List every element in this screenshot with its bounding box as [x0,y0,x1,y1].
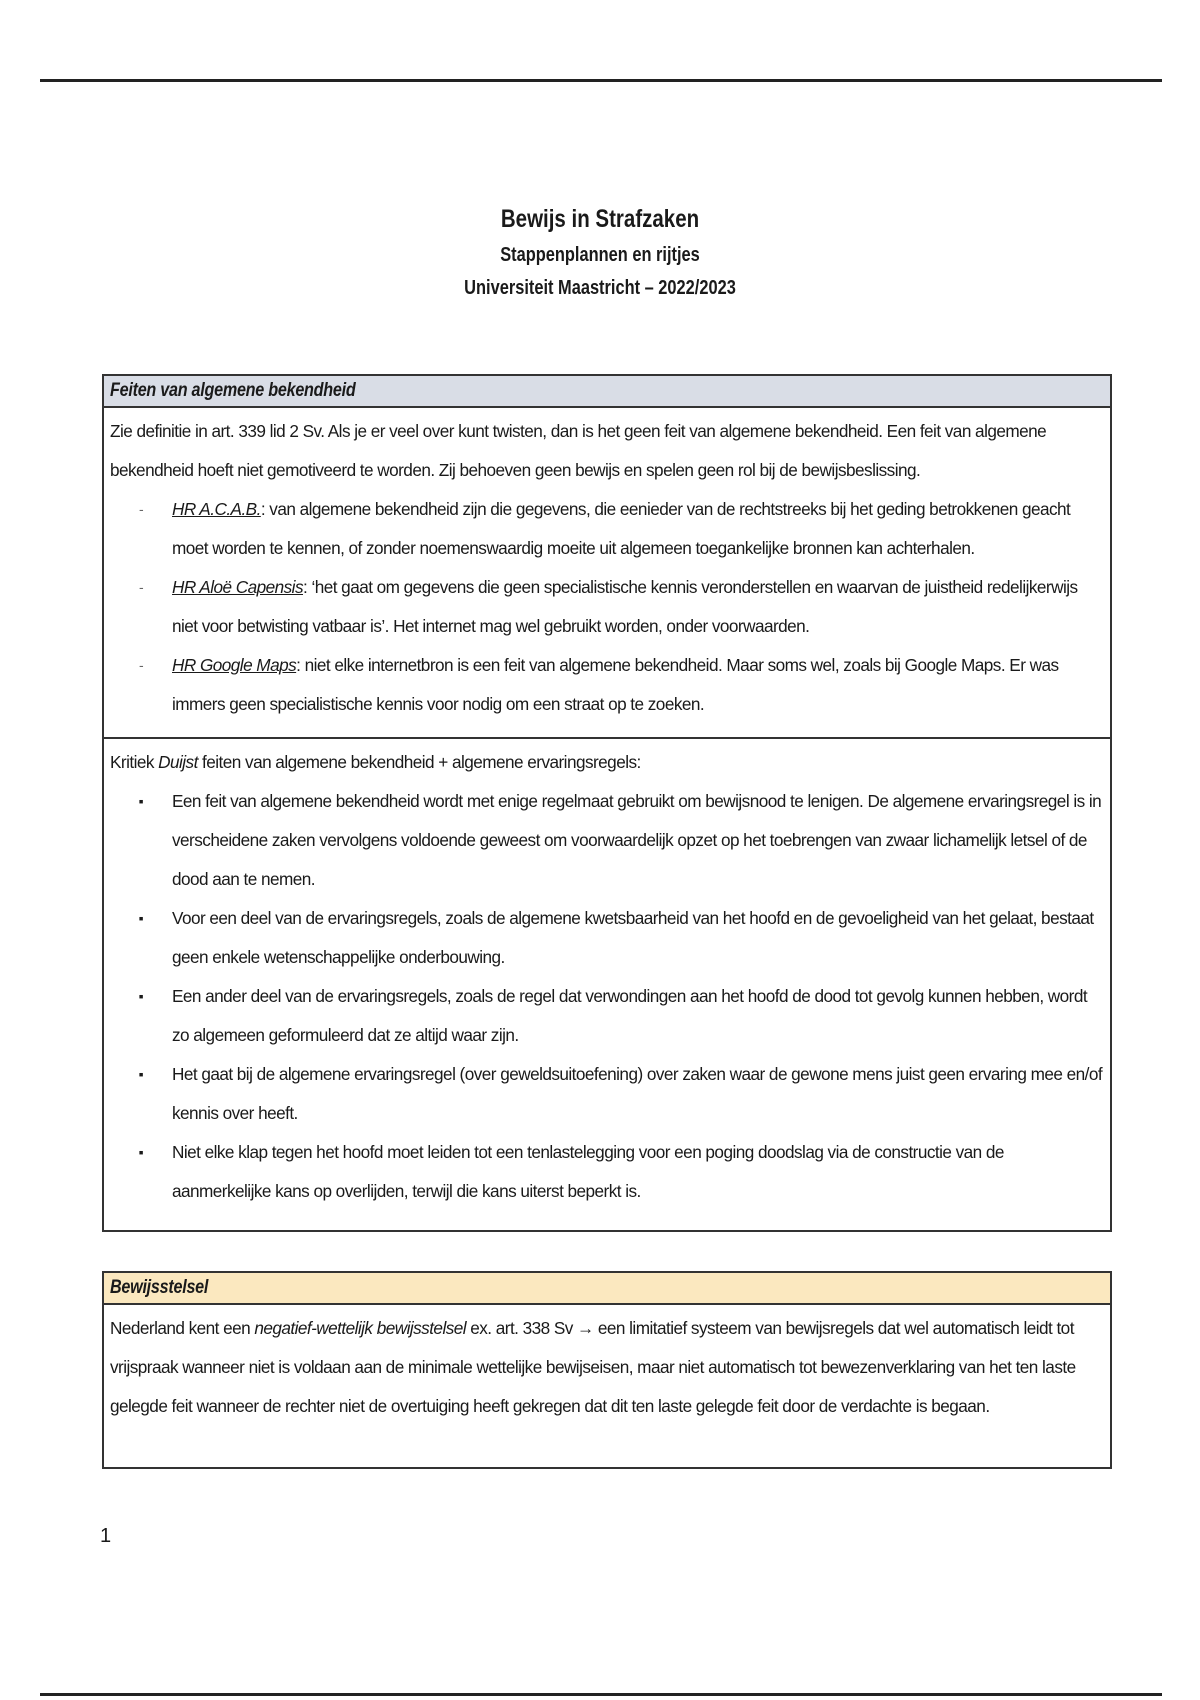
key-term: negatief-wettelijk bewijsstelsel [254,1318,467,1338]
case-name: HR Google Maps [172,655,297,675]
critique-point: Een ander deel van de ervaringsregels, zoals de regel dat verwondingen aan het hoofd de dood tot gevolg kunnen hebben, wordt zo algemeen geformuleerd dat ze altijd waar zijn. [172,986,1088,1045]
intro-paragraph: Zie definitie in art. 339 lid 2 Sv. Als je er veel over kunt twisten, dan is het geen feit van algemene bekendheid. Een feit van algemene bekendheid hoeft niet gemotiveerd te worden. Zij behoeven geen bewijs en spelen geen rol bij de bewijsbeslissing. [110,421,1047,480]
dash-bullet: - [138,501,144,517]
definition-block [104,408,1110,737]
list-item [138,899,1104,977]
author-name: Duijst [158,752,198,772]
square-bullet: ▪ [138,1144,144,1160]
list-item [138,977,1104,1055]
square-bullet: ▪ [138,910,144,926]
bewijsstelsel-paragraph: Nederland kent een negatief-wettelijk bewijsstelsel ex. art. 338 Sv → een limitatief systeem van bewijsregels dat wel automatisch leidt tot vrijspraak wanneer niet is voldaan aan de minimale wettelijke bewijseisen, maar niet automatisch tot bewezenverklaring van het ten laste gelegde feit wanneer de rechter niet de overtuiging heeft gekregen dat dit ten laste gelegde feit door de verdachte is begaan. [110,1318,1076,1416]
case-text: : niet elke internetbron is een feit van algemene bekendheid. Maar soms wel, zoals bij Google Maps. Er was immers geen specialistische kennis voor nodig om een straat op te zoeken. [172,655,1059,714]
square-bullet: ▪ [138,1066,144,1082]
list-item [138,1133,1104,1211]
case-name: HR A.C.A.B. [172,499,261,519]
page-number: 1 [100,1525,112,1547]
list-item [138,568,1104,646]
dash-bullet: - [138,579,144,595]
document-subtitle: Stappenplannen en rijtjes [500,244,700,266]
list-item [138,490,1104,568]
case-name: HR Aloë Capensis [172,577,303,597]
section-feiten-van-algemene-bekendheid [102,374,1112,1232]
section-header: Bewijsstelsel [104,1273,1110,1305]
section-header: Feiten van algemene bekendheid [104,376,1110,408]
document-title: Bewijs in Strafzaken [500,205,700,233]
square-bullet: ▪ [138,793,144,809]
list-item [138,782,1104,899]
list-item [138,646,1104,724]
bewijsstelsel-block [104,1305,1110,1438]
square-bullet: ▪ [138,988,144,1004]
case-list [110,490,1104,724]
dash-bullet: - [138,657,144,673]
critique-point: Niet elke klap tegen het hoofd moet leiden tot een tenlastelegging voor een poging doodslag via de constructie van de aanmerkelijke kans op overlijden, terwijl die kans uiterst beperkt is. [172,1142,1004,1201]
critique-block [104,737,1110,1223]
document-university: Universiteit Maastricht – 2022/2023 [464,277,736,299]
title-block [0,205,1200,310]
case-text: : ‘het gaat om gegevens die geen specialistische kennis veronderstellen en waarvan de juistheid redelijkerwijs niet voor betwisting vatbaar is’. Het internet mag wel gebruikt worden, onder voorwaarden. [172,577,1078,636]
case-text: : van algemene bekendheid zijn die gegevens, die eenieder van de rechtstreeks bij het geding betrokkenen geacht moet worden te kennen, of zonder noemenswaardig moeite uit algemeen toegankelijke bronnen kan achterhalen. [172,499,1071,558]
critique-point: Het gaat bij de algemene ervaringsregel (over geweldsuitoefening) over zaken waar de gewone mens juist geen ervaring mee en/of kennis over heeft. [172,1064,1103,1123]
section-bewijsstelsel [102,1271,1112,1469]
list-item [138,1055,1104,1133]
critique-point: Voor een deel van de ervaringsregels, zoals de algemene kwetsbaarheid van het hoofd en de gevoeligheid van het gelaat, bestaat geen enkele wetenschappelijke onderbouwing. [172,908,1094,967]
critique-intro: Kritiek Duijst feiten van algemene bekendheid + algemene ervaringsregels: [110,752,641,772]
bottom-rule [40,1693,1162,1696]
critique-point: Een feit van algemene bekendheid wordt met enige regelmaat gebruikt om bewijsnood te lenigen. De algemene ervaringsregel is in verscheidene zaken vervolgens voldoende geweest om voorwaardelijk opzet op het toebrengen van zwaar lichamelijk letsel of de dood aan te nemen. [172,791,1102,889]
top-rule [40,79,1162,82]
critique-list [110,782,1104,1211]
